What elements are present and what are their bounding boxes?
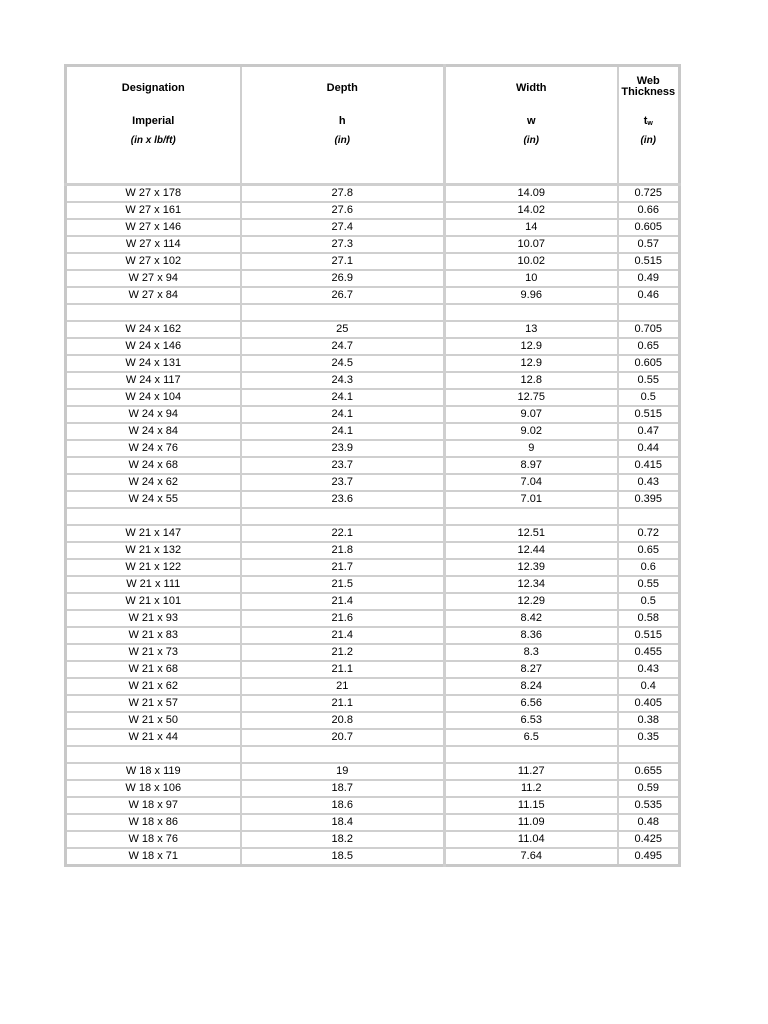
width-cell	[445, 508, 618, 525]
width-header-label: Width	[516, 82, 547, 94]
web-thickness-header	[618, 66, 680, 185]
depth-cell: 26.7	[241, 287, 445, 304]
depth-cell: 21.8	[241, 542, 445, 559]
web-symbol: t	[643, 115, 648, 127]
web-thickness-cell: 0.58	[618, 610, 680, 627]
web-thickness-cell: 0.47	[618, 423, 680, 440]
web-thickness-cell: 0.6	[618, 559, 680, 576]
table-header-row	[66, 66, 680, 185]
depth-cell: 21.1	[241, 661, 445, 678]
width-cell: 8.36	[445, 627, 618, 644]
depth-cell: 21	[241, 678, 445, 695]
depth-cell: 18.4	[241, 814, 445, 831]
web-thickness-cell: 0.65	[618, 338, 680, 355]
width-cell: 13	[445, 321, 618, 338]
table-row	[66, 236, 680, 253]
table-row	[66, 814, 680, 831]
depth-cell: 24.5	[241, 355, 445, 372]
web-header-line2: Thickness	[621, 86, 676, 98]
table-row	[66, 695, 680, 712]
width-cell: 10.02	[445, 253, 618, 270]
depth-cell: 27.1	[241, 253, 445, 270]
table-row	[66, 576, 680, 593]
web-thickness-cell: 0.515	[618, 253, 680, 270]
width-cell: 6.56	[445, 695, 618, 712]
depth-header-symbol: h	[338, 115, 346, 127]
designation-cell: W 24 x 76	[66, 440, 241, 457]
designation-cell: W 18 x 106	[66, 780, 241, 797]
table-row	[66, 202, 680, 219]
width-cell	[445, 304, 618, 321]
width-cell: 7.64	[445, 848, 618, 866]
table-row	[66, 423, 680, 440]
web-thickness-cell: 0.5	[618, 593, 680, 610]
depth-cell: 20.8	[241, 712, 445, 729]
depth-cell: 20.7	[241, 729, 445, 746]
width-cell	[445, 746, 618, 763]
depth-cell: 21.4	[241, 627, 445, 644]
designation-cell: W 27 x 161	[66, 202, 241, 219]
web-thickness-cell: 0.57	[618, 236, 680, 253]
width-cell: 10.07	[445, 236, 618, 253]
table-row	[66, 678, 680, 695]
web-thickness-cell: 0.405	[618, 695, 680, 712]
designation-cell: W 24 x 84	[66, 423, 241, 440]
table-row	[66, 372, 680, 389]
depth-cell	[241, 746, 445, 763]
table-row	[66, 457, 680, 474]
spacer-row	[66, 508, 680, 525]
web-thickness-cell: 0.4	[618, 678, 680, 695]
designation-cell: W 21 x 62	[66, 678, 241, 695]
depth-cell: 21.4	[241, 593, 445, 610]
designation-cell: W 21 x 101	[66, 593, 241, 610]
table-row	[66, 491, 680, 508]
web-thickness-cell	[618, 508, 680, 525]
table-row	[66, 474, 680, 491]
web-thickness-cell: 0.49	[618, 270, 680, 287]
designation-cell: W 24 x 94	[66, 406, 241, 423]
web-thickness-cell: 0.65	[618, 542, 680, 559]
depth-cell: 24.3	[241, 372, 445, 389]
depth-cell: 21.6	[241, 610, 445, 627]
table-row	[66, 729, 680, 746]
width-cell: 7.04	[445, 474, 618, 491]
designation-cell: W 21 x 122	[66, 559, 241, 576]
web-thickness-cell: 0.55	[618, 372, 680, 389]
depth-cell: 24.1	[241, 406, 445, 423]
width-header-unit: (in)	[523, 135, 540, 146]
web-thickness-cell: 0.655	[618, 763, 680, 780]
width-cell: 14.09	[445, 185, 618, 203]
designation-cell: W 21 x 147	[66, 525, 241, 542]
width-cell: 9.96	[445, 287, 618, 304]
web-thickness-cell: 0.515	[618, 406, 680, 423]
width-cell: 6.5	[445, 729, 618, 746]
designation-cell: W 24 x 117	[66, 372, 241, 389]
web-thickness-cell: 0.43	[618, 661, 680, 678]
table-row	[66, 661, 680, 678]
width-cell: 11.09	[445, 814, 618, 831]
designation-cell: W 24 x 131	[66, 355, 241, 372]
web-header-line1: Web	[636, 75, 660, 87]
web-thickness-cell: 0.44	[618, 440, 680, 457]
designation-cell: W 27 x 178	[66, 185, 241, 203]
table-row	[66, 797, 680, 814]
depth-cell: 22.1	[241, 525, 445, 542]
table-row	[66, 780, 680, 797]
width-cell: 11.15	[445, 797, 618, 814]
width-cell: 12.44	[445, 542, 618, 559]
width-cell: 11.27	[445, 763, 618, 780]
designation-cell: W 21 x 73	[66, 644, 241, 661]
width-cell: 8.27	[445, 661, 618, 678]
designation-cell: W 21 x 83	[66, 627, 241, 644]
web-thickness-header-unit: (in)	[640, 135, 657, 146]
width-header-symbol: w	[526, 115, 536, 127]
width-cell: 9.07	[445, 406, 618, 423]
web-thickness-cell	[618, 304, 680, 321]
width-cell: 9.02	[445, 423, 618, 440]
web-symbol-subscript: w	[647, 120, 653, 127]
depth-cell	[241, 508, 445, 525]
web-thickness-cell: 0.72	[618, 525, 680, 542]
designation-cell: W 24 x 162	[66, 321, 241, 338]
table-row	[66, 593, 680, 610]
web-thickness-cell: 0.705	[618, 321, 680, 338]
depth-cell: 18.7	[241, 780, 445, 797]
table-row	[66, 321, 680, 338]
depth-cell: 21.1	[241, 695, 445, 712]
designation-cell: W 21 x 50	[66, 712, 241, 729]
depth-cell: 24.1	[241, 423, 445, 440]
web-thickness-cell: 0.35	[618, 729, 680, 746]
depth-header	[241, 66, 445, 185]
table-row	[66, 712, 680, 729]
designation-cell: W 21 x 68	[66, 661, 241, 678]
web-thickness-header-symbol	[619, 115, 679, 130]
designation-cell: W 27 x 94	[66, 270, 241, 287]
depth-cell: 23.7	[241, 474, 445, 491]
depth-cell: 18.2	[241, 831, 445, 848]
designation-header	[66, 66, 241, 185]
depth-cell: 21.7	[241, 559, 445, 576]
designation-cell: W 18 x 76	[66, 831, 241, 848]
table-row	[66, 219, 680, 236]
designation-cell: W 24 x 146	[66, 338, 241, 355]
web-thickness-cell: 0.38	[618, 712, 680, 729]
web-thickness-cell: 0.55	[618, 576, 680, 593]
depth-cell: 23.6	[241, 491, 445, 508]
depth-cell: 27.3	[241, 236, 445, 253]
web-thickness-cell: 0.395	[618, 491, 680, 508]
designation-cell: W 18 x 97	[66, 797, 241, 814]
web-thickness-cell: 0.725	[618, 185, 680, 203]
depth-cell: 21.2	[241, 644, 445, 661]
table-row	[66, 525, 680, 542]
depth-cell: 23.7	[241, 457, 445, 474]
width-cell: 14.02	[445, 202, 618, 219]
web-thickness-cell: 0.43	[618, 474, 680, 491]
web-thickness-cell	[618, 746, 680, 763]
width-cell: 11.2	[445, 780, 618, 797]
depth-cell: 27.4	[241, 219, 445, 236]
width-cell: 8.24	[445, 678, 618, 695]
table-row	[66, 559, 680, 576]
table-row	[66, 185, 680, 203]
web-thickness-cell: 0.425	[618, 831, 680, 848]
web-thickness-cell: 0.515	[618, 627, 680, 644]
web-thickness-cell: 0.605	[618, 219, 680, 236]
designation-cell: W 24 x 68	[66, 457, 241, 474]
table-row	[66, 542, 680, 559]
depth-header-label: Depth	[326, 82, 358, 94]
width-cell: 8.3	[445, 644, 618, 661]
web-thickness-cell: 0.455	[618, 644, 680, 661]
depth-cell: 27.8	[241, 185, 445, 203]
table-row	[66, 644, 680, 661]
table-row	[66, 763, 680, 780]
designation-cell	[66, 304, 241, 321]
table-row	[66, 355, 680, 372]
designation-cell	[66, 746, 241, 763]
depth-cell: 18.5	[241, 848, 445, 866]
table-row	[66, 389, 680, 406]
table-row	[66, 440, 680, 457]
table-row	[66, 848, 680, 866]
depth-cell: 24.7	[241, 338, 445, 355]
width-cell: 12.75	[445, 389, 618, 406]
spacer-row	[66, 746, 680, 763]
depth-cell: 19	[241, 763, 445, 780]
designation-cell: W 27 x 146	[66, 219, 241, 236]
table-row	[66, 338, 680, 355]
designation-cell: W 24 x 104	[66, 389, 241, 406]
designation-cell: W 21 x 57	[66, 695, 241, 712]
web-thickness-cell: 0.66	[618, 202, 680, 219]
designation-header-label: Designation	[121, 82, 185, 94]
table-row	[66, 610, 680, 627]
designation-cell: W 24 x 55	[66, 491, 241, 508]
designation-cell: W 27 x 114	[66, 236, 241, 253]
web-thickness-cell: 0.59	[618, 780, 680, 797]
width-cell: 10	[445, 270, 618, 287]
depth-cell: 26.9	[241, 270, 445, 287]
width-cell: 14	[445, 219, 618, 236]
designation-header-sub: Imperial	[132, 115, 175, 127]
width-cell: 6.53	[445, 712, 618, 729]
designation-cell: W 21 x 132	[66, 542, 241, 559]
table-row	[66, 831, 680, 848]
width-cell: 12.8	[445, 372, 618, 389]
width-cell: 12.51	[445, 525, 618, 542]
depth-cell	[241, 304, 445, 321]
designation-cell: W 18 x 119	[66, 763, 241, 780]
web-thickness-cell: 0.5	[618, 389, 680, 406]
table-row	[66, 287, 680, 304]
width-header	[445, 66, 618, 185]
table-row	[66, 406, 680, 423]
width-cell: 12.9	[445, 355, 618, 372]
width-cell: 12.9	[445, 338, 618, 355]
depth-cell: 18.6	[241, 797, 445, 814]
width-cell: 8.97	[445, 457, 618, 474]
designation-cell: W 27 x 84	[66, 287, 241, 304]
depth-cell: 21.5	[241, 576, 445, 593]
depth-cell: 27.6	[241, 202, 445, 219]
web-thickness-cell: 0.605	[618, 355, 680, 372]
depth-header-unit: (in)	[334, 135, 351, 146]
designation-header-unit: (in x lb/ft)	[130, 135, 176, 146]
web-thickness-header-label	[619, 76, 679, 98]
spacer-row	[66, 304, 680, 321]
width-cell: 8.42	[445, 610, 618, 627]
width-cell: 9	[445, 440, 618, 457]
web-thickness-cell: 0.495	[618, 848, 680, 866]
depth-cell: 23.9	[241, 440, 445, 457]
web-thickness-cell: 0.48	[618, 814, 680, 831]
designation-cell: W 21 x 93	[66, 610, 241, 627]
beam-dimensions-table	[64, 64, 681, 867]
table-body	[66, 66, 680, 866]
designation-cell: W 18 x 86	[66, 814, 241, 831]
web-thickness-cell: 0.535	[618, 797, 680, 814]
depth-cell: 24.1	[241, 389, 445, 406]
table-row	[66, 253, 680, 270]
designation-cell: W 21 x 111	[66, 576, 241, 593]
width-cell: 7.01	[445, 491, 618, 508]
designation-cell	[66, 508, 241, 525]
width-cell: 12.29	[445, 593, 618, 610]
web-thickness-cell: 0.46	[618, 287, 680, 304]
designation-cell: W 21 x 44	[66, 729, 241, 746]
designation-cell: W 18 x 71	[66, 848, 241, 866]
width-cell: 12.34	[445, 576, 618, 593]
width-cell: 11.04	[445, 831, 618, 848]
table-row	[66, 627, 680, 644]
width-cell: 12.39	[445, 559, 618, 576]
designation-cell: W 24 x 62	[66, 474, 241, 491]
table-row	[66, 270, 680, 287]
depth-cell: 25	[241, 321, 445, 338]
designation-cell: W 27 x 102	[66, 253, 241, 270]
web-thickness-cell: 0.415	[618, 457, 680, 474]
